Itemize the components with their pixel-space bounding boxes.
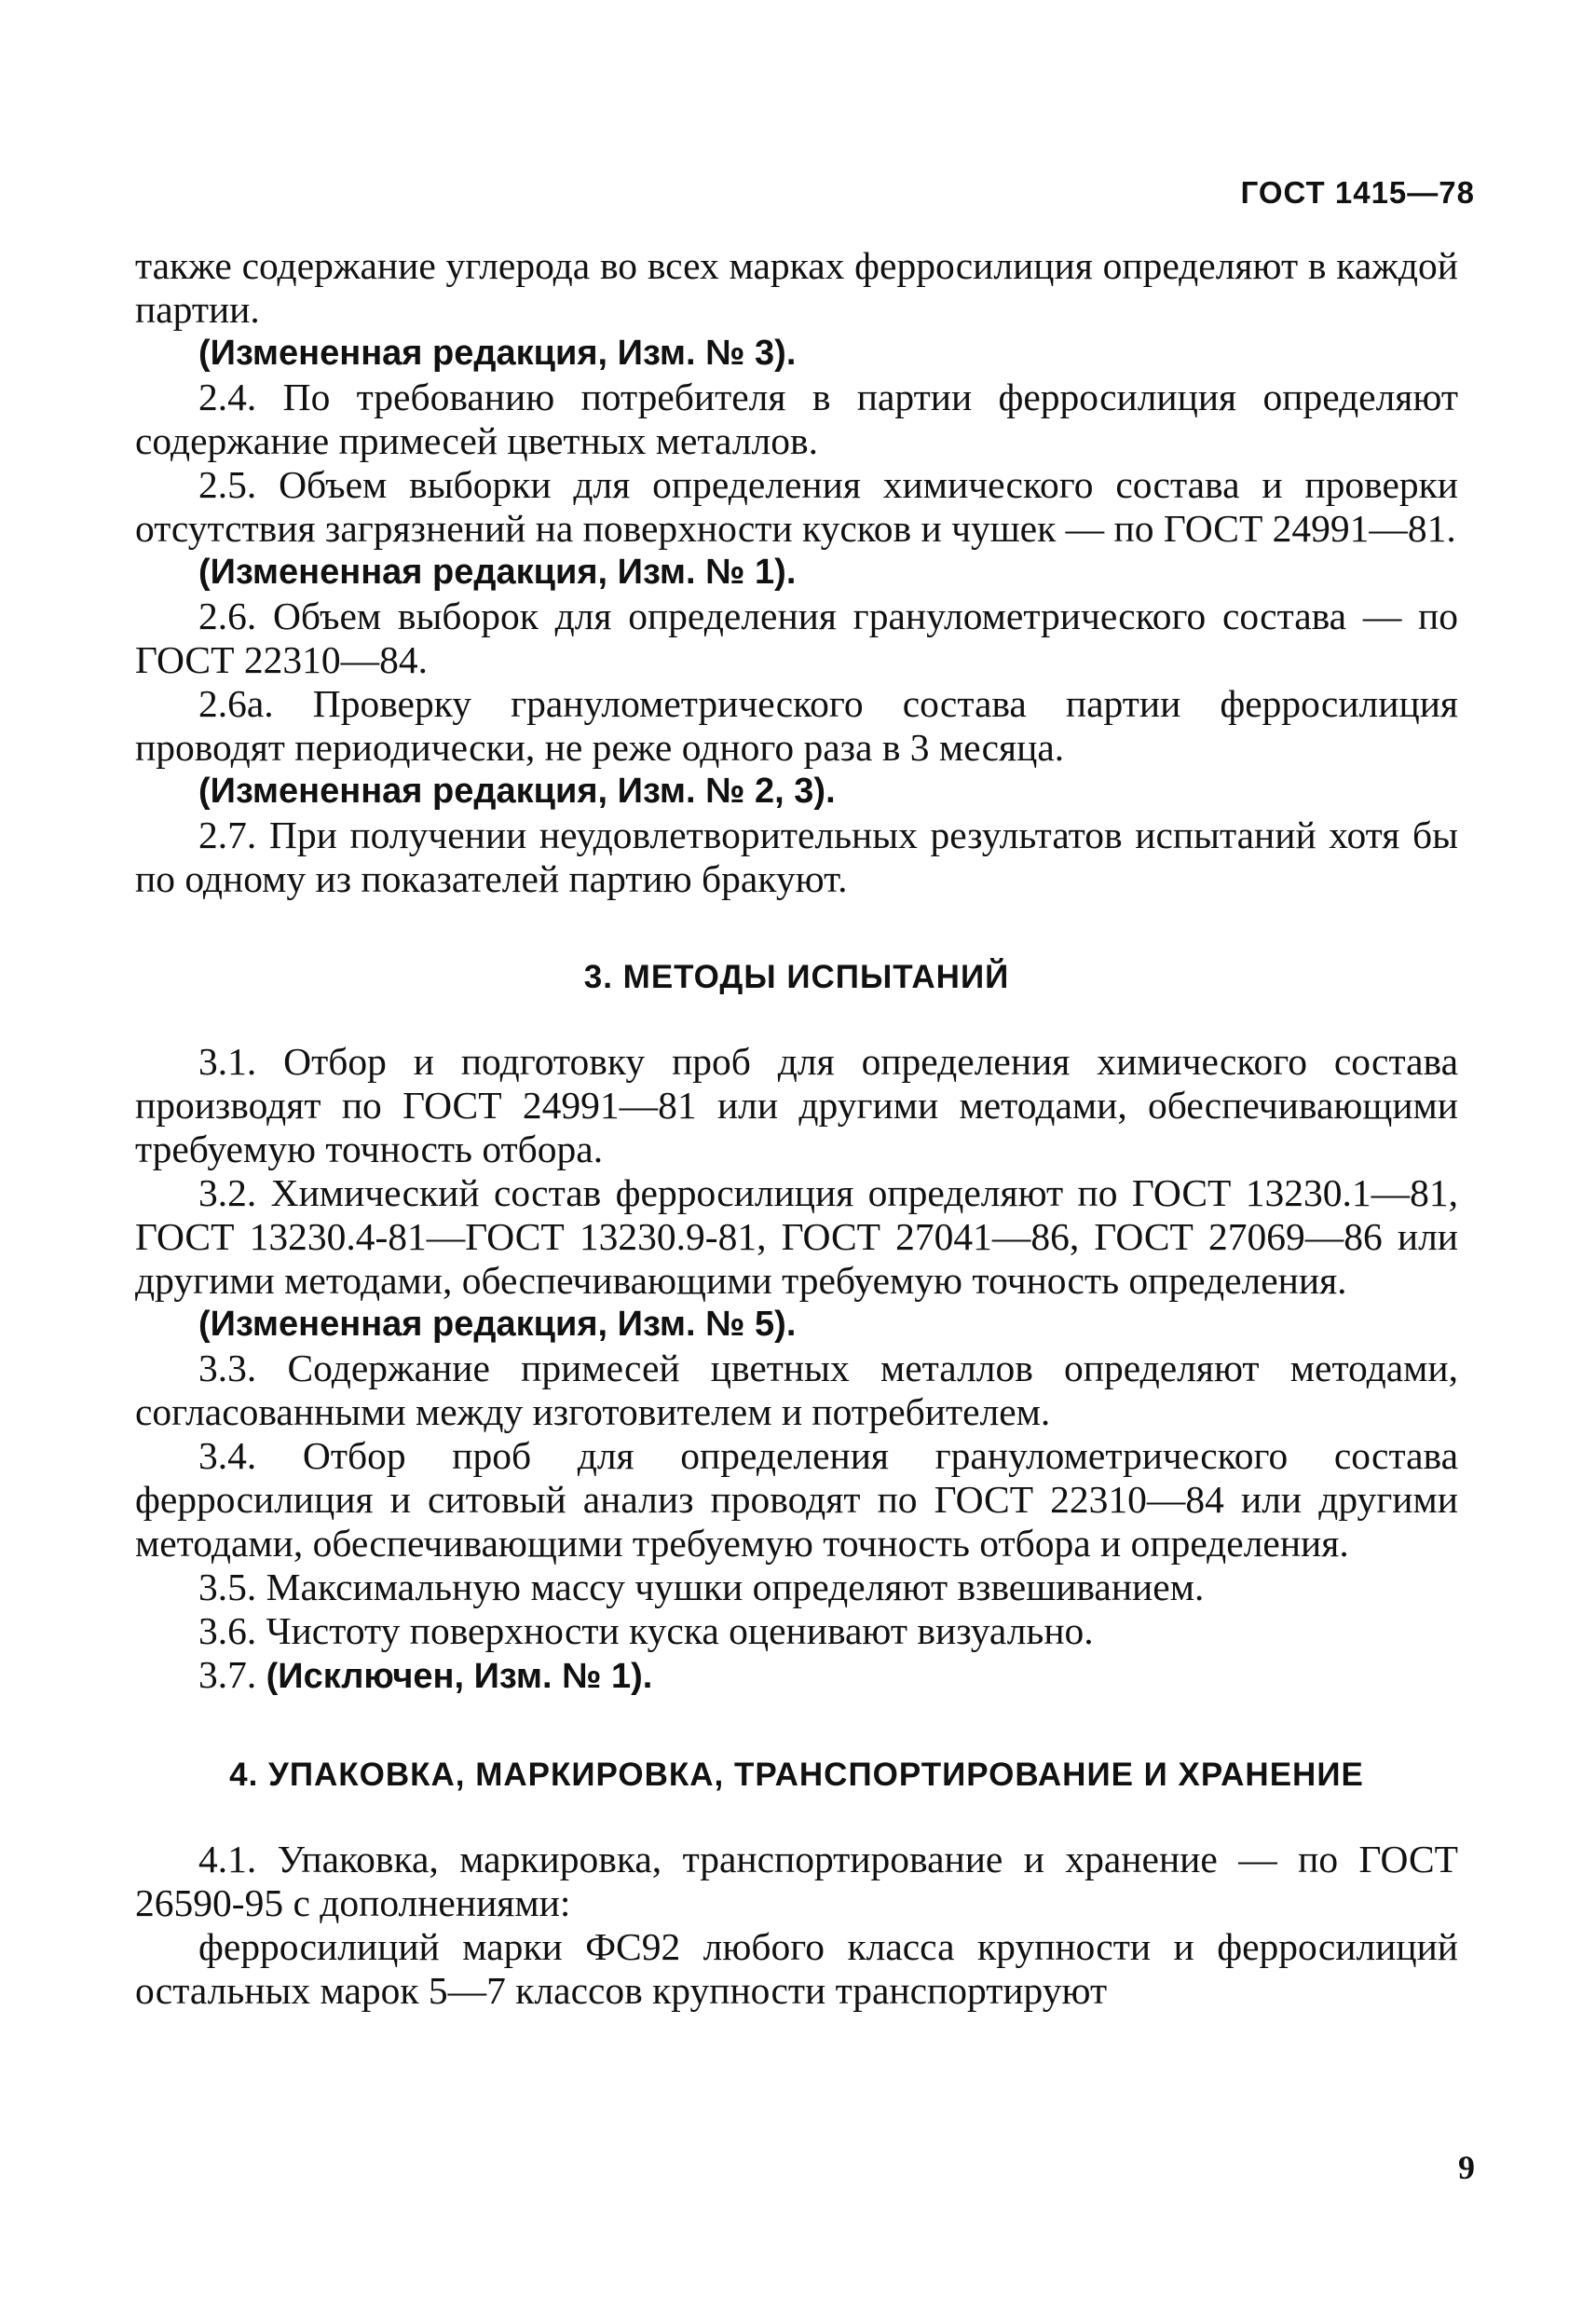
amendment-note: (Измененная редакция, Изм. № 2, 3).: [198, 772, 836, 811]
paragraph-4-1: 4.1. Упаковка, маркировка, транспортирование и хранение — по ГОСТ 26590-95 с дополнениями:: [135, 1838, 1458, 1924]
paragraph-3-4: 3.4. Отбор проб для определения гранулометрического состава ферросилиция и ситовый анализ проводят по ГОСТ 22310—84 или другими методами, обеспечивающими требуемую точность отбора и определения.: [135, 1434, 1458, 1565]
document-body: [135, 244, 1458, 2013]
paragraph-3-2: 3.2. Химический состав ферросилиция определяют по ГОСТ 13230.1—81, ГОСТ 13230.4-81—ГОСТ 13230.9-81, ГОСТ 27041—86, ГОСТ 27069—86 или другими методами, обеспечивающими требуемую точность определения.: [135, 1171, 1458, 1302]
paragraph-2-6: 2.6. Объем выборок для определения гранулометрического состава — по ГОСТ 22310—84.: [135, 595, 1458, 681]
paragraph-3-7: [135, 1653, 1458, 1699]
paragraph-3-7-number: 3.7.: [198, 1653, 257, 1696]
amendment-note: (Измененная редакция, Изм. № 5).: [198, 1305, 797, 1344]
paragraph-2-7: 2.7. При получении неудовлетворительных результатов испытаний хотя бы по одному из показателей партию бракуют.: [135, 814, 1458, 900]
paragraph-4-1-continued: ферросилиций марки ФС92 любого класса крупности и ферросилиций остальных марок 5—7 классов крупности транспортируют: [135, 1925, 1458, 2012]
document-header: ГОСТ 1415—78: [1240, 175, 1475, 210]
amendment-note: (Измененная редакция, Изм. № 1).: [198, 553, 797, 592]
section-heading-4: 4. УПАКОВКА, МАРКИРОВКА, ТРАНСПОРТИРОВАНИЕ И ХРАНЕНИЕ: [229, 1757, 1364, 1793]
paragraph-3-5: 3.5. Максимальную массу чушки определяют взвешиванием.: [198, 1566, 1205, 1608]
paragraph-2-6a: 2.6а. Проверку гранулометрического состава партии ферросилиция проводят периодически, не реже одного раза в 3 месяца.: [135, 682, 1458, 769]
paragraph-3-1: 3.1. Отбор и подготовку проб для определения химического состава производят по ГОСТ 24991—81 или другими методами, обеспечивающими требуемую точность отбора.: [135, 1040, 1458, 1170]
section-heading-3: 3. МЕТОДЫ ИСПЫТАНИЙ: [583, 959, 1010, 995]
paragraph-carbon: также содержание углерода во всех марках ферросилиция определяют в каждой партии.: [135, 244, 1458, 331]
paragraph-2-5: 2.5. Объем выборки для определения химического состава и проверки отсутствия загрязнений на поверхности кусков и чушек — по ГОСТ 24991—81.: [135, 463, 1458, 550]
page-number: 9: [1458, 2149, 1475, 2186]
excluded-note: (Исключен, Изм. № 1).: [266, 1657, 653, 1696]
paragraph-3-3: 3.3. Содержание примесей цветных металлов определяют методами, согласованными между изготовителем и потребителем.: [135, 1347, 1458, 1433]
amendment-note: (Измененная редакция, Изм. № 3).: [198, 334, 797, 373]
paragraph-3-6: 3.6. Чистоту поверхности куска оценивают визуально.: [198, 1609, 1094, 1652]
paragraph-2-4: 2.4. По требованию потребителя в партии ферросилиция определяют содержание примесей цветных металлов.: [135, 376, 1458, 462]
